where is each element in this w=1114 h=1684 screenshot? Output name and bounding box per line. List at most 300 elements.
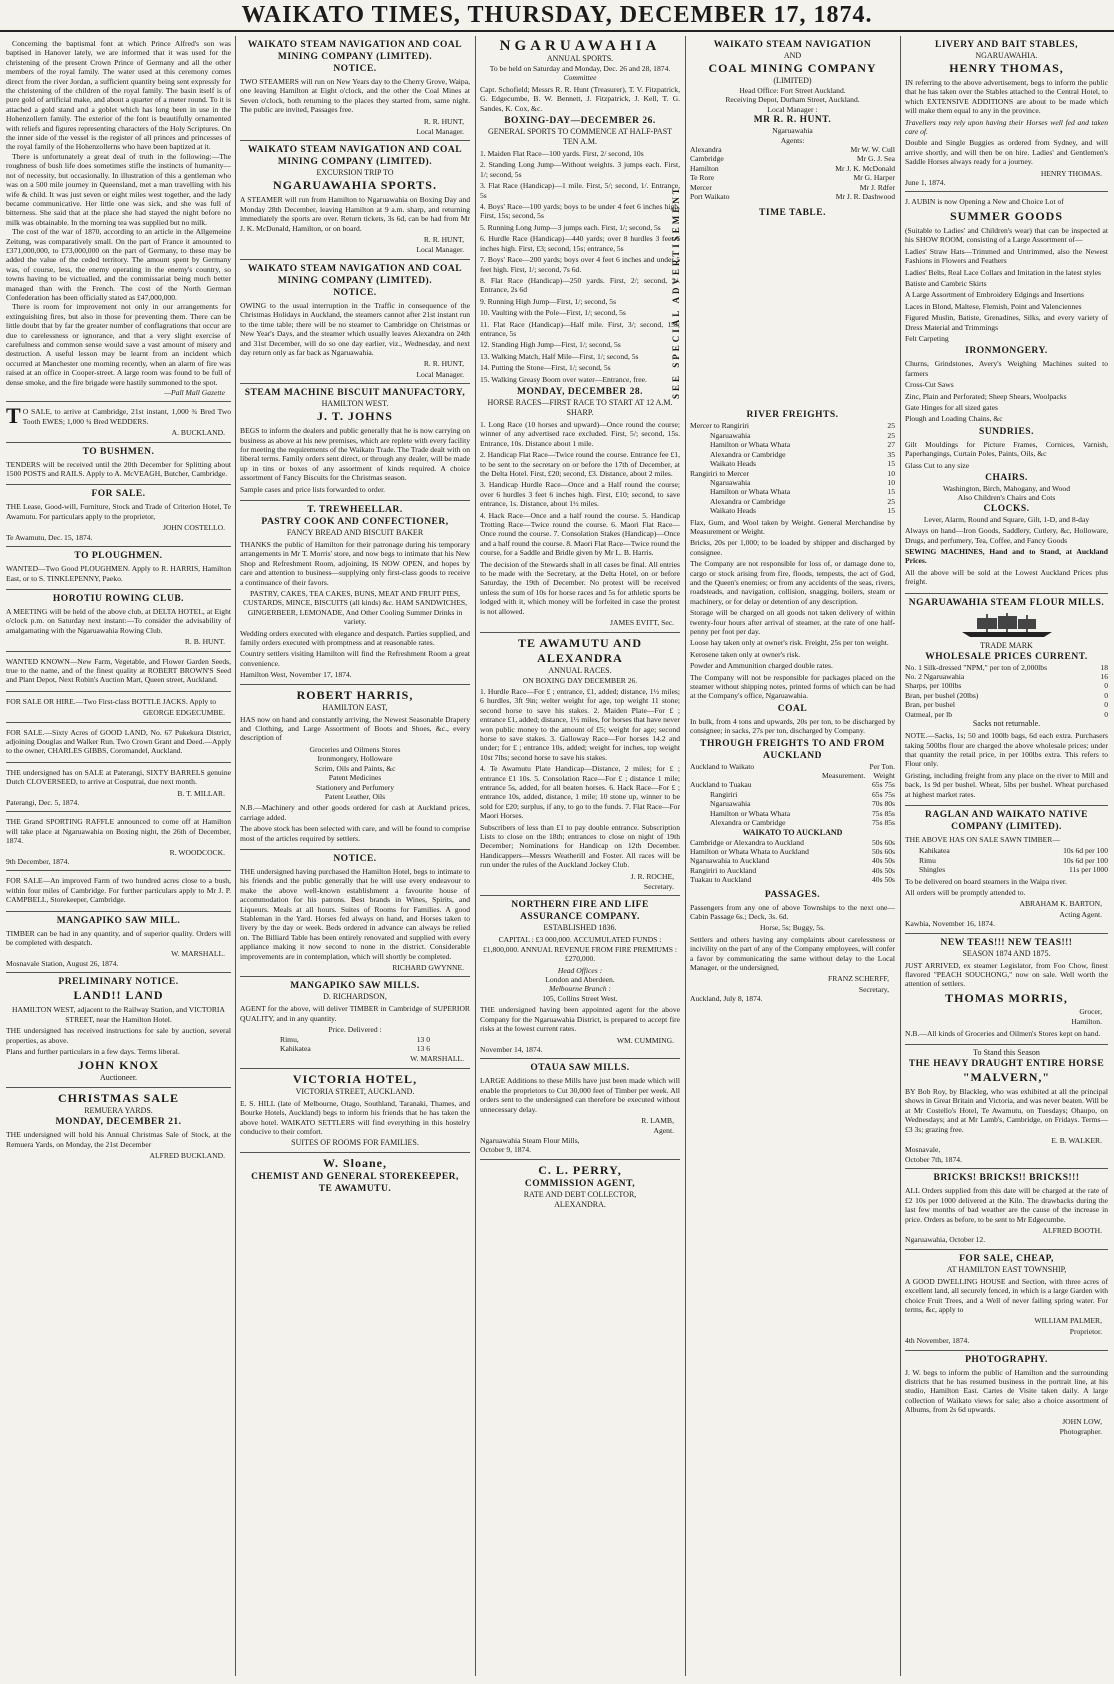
chairs-body: Washington, Birch, Mahogany, and Wood <box>942 484 1070 493</box>
through-label: Auckland to Tuakau <box>690 780 752 790</box>
ad-committee-label: Committee <box>563 73 597 83</box>
harris-item: Groceries and Oilmens Stores <box>309 744 401 754</box>
ad-date: June 1, 1874. <box>905 178 946 188</box>
ad-capital: CAPITAL : £3 000,000. ACCUMULATED FUNDS : £1,800,000. ANNUAL REVENUE FROM FIRE PREMIUMS : £270,000. <box>482 935 677 964</box>
ad-title: PHOTOGRAPHY. <box>965 1354 1048 1365</box>
ad-season: SEASON 1874 AND 1875. <box>962 948 1051 958</box>
ad-body: BEGS to inform the dealers and public generally that he is now carrying on business as above at his new premises, which are replete with every facility for meeting the requirements of the Waikato Trade. The Trade dealt with on liberal terms. Family orders sent direct, or through any dealer, will be made up in tins or boxes of any assortment of kinds required. A choice assortment of Fancy Biscuits for the Christmas season. <box>240 426 470 483</box>
ad-signature: J. R. ROCHE, <box>630 871 674 881</box>
agent-place: Hamilton <box>690 163 719 173</box>
event-item: 11. Flat Race (Handicap)—Half mile. First, 3/; second, 15s; entrance, 5s <box>480 319 680 338</box>
ad-established: ESTABLISHED 1836. <box>543 923 617 933</box>
ad-date: Ngaruawahia, October 12. <box>905 1235 986 1245</box>
freight-label: Alexandra or Cambridge <box>710 449 786 459</box>
iron-item: Churns, Grindstones, Avery's Weighing Machines suited to farmers <box>905 359 1108 378</box>
timber-row <box>905 865 1108 874</box>
through-label: Hamilton or Whata Whata <box>710 808 791 818</box>
event-item: 10. Vaulting with the Pole—First, 1/; second, 5s <box>480 308 626 318</box>
monday-title: MONDAY, DECEMBER 28. <box>517 386 643 397</box>
ad-intro: To Stand this Season <box>973 1048 1040 1058</box>
ad-location: HAMILTON WEST, adjacent to the Railway Station, and VICTORIA STREET, near the Hamilton Hotel. <box>12 1005 225 1024</box>
ad-body: THE undersigned having been appointed agent for the above Company for the Ngaruawahia District, is prepared to accept fire risks at the lowest current rates. <box>480 1005 680 1034</box>
price-item: Rimu, <box>280 1034 299 1044</box>
ad-body: THE Lease, Good-will, Furniture, Stock and Trade of Criterion Hotel, Te Awamutu. For particulars apply to the proprietor, <box>6 502 231 521</box>
ad-title: WAIKATO STEAM NAVIGATION <box>713 40 872 50</box>
wholesale-value: 0 <box>1104 690 1108 700</box>
ad-name: ROBERT HARRIS, <box>296 687 414 702</box>
masthead: WAIKATO TIMES, THURSDAY, DECEMBER 17, 1874. <box>0 0 1114 32</box>
ad-signature: GEORGE EDGECUMBE. <box>143 708 225 718</box>
timber-row <box>905 856 1108 865</box>
ad-body: To be delivered on board steamers in the Waipa river. <box>905 876 1067 886</box>
ad-body: FOR SALE.—Sixty Acres of GOOD LAND, No. 67 Pukekura District, adjoining Douglas and Walker Run. Two Crown Grant and Deed.—Apply to the owner, CHARLES GIBBS, Coromandel, Auckland. <box>6 727 231 756</box>
boxing-day-sub: GENERAL SPORTS TO COMMENCE AT HALF-PAST TEN A.M. <box>487 127 673 147</box>
ad-title: BRICKS! BRICKS!! BRICKS!!! <box>933 1173 1080 1184</box>
ad-title: NOTICE. <box>333 853 377 864</box>
freight-row <box>690 506 895 515</box>
harris-item: Scrim, Oils and Paints, &c <box>314 763 396 773</box>
branch: 105, Collins Street West. <box>542 993 618 1003</box>
through-header <box>690 762 895 771</box>
wholesale-value: 0 <box>1104 709 1108 719</box>
freight-row <box>690 421 895 430</box>
horses-note: Horse, 5s; Buggy, 5s. <box>760 923 825 933</box>
through-row <box>690 818 895 827</box>
through-w: 85s <box>884 808 895 818</box>
price-d: 6 <box>426 1044 430 1054</box>
ad-subtitle: ANNUAL SPORTS. <box>546 54 614 63</box>
agent-name: Mr G. J. Sea <box>856 154 895 164</box>
ad-place: VICTORIA STREET, AUCKLAND. <box>295 1086 415 1096</box>
ad-name: J. T. JOHNS <box>317 409 393 424</box>
timber-price: 10s 6d per 100 <box>1063 855 1108 865</box>
event-item: 14. Putting the Stone—First, 1/; second, 5s <box>480 363 611 373</box>
ad-body: THE Grand SPORTING RAFFLE announced to come off at Hamilton will take place at Ngaruawahia on Boxing night, the 26th of December, 1874. <box>6 817 231 846</box>
ad-body: THE undersigned has received instructions for sale by auction, several properties, as above. <box>6 1026 231 1045</box>
back-label: Hamilton or Whata Whata to Auckland <box>690 846 809 856</box>
ad-trewheellar <box>240 501 470 685</box>
article-baptismal-font: Concerning the baptismal font at which Prince Alfred's son was baptised in Hanover lately, we are informed that it was used for the christening of the present Crown Prince of Germany and all the other members of the royal family. The water used at this ceremony comes direct from the river Jordan, a sufficient quantity being sent expressly for the christening of the children of the royal family. The basin itself is of pure gold of artificial make, and about a quarter of a meter round. To it is attached a gold stand and a goblet which has long been in use in the Hohenzollern family. The exterior of the font is beautifully ornamented with reliefs and figures representing characters of the Holy Scriptures. On the inner side of the vessel is the register of all princes and princesses of the royal family of the Hohenzollerns who have been baptized at it. <box>6 39 231 152</box>
freight-label: Ngaruawahia <box>710 477 751 487</box>
ad-signature: R. R. HUNT, <box>423 116 464 126</box>
timber-row <box>905 846 1108 855</box>
chairs-title: CHAIRS. <box>985 473 1028 483</box>
ad-title: WAIKATO STEAM NAVIGATION AND COAL MINING COMPANY (LIMITED). <box>247 263 463 286</box>
wholesale-row <box>905 681 1108 690</box>
head-office-label: Head Offices : <box>557 965 603 975</box>
ad-role: Photographer. <box>1059 1427 1102 1436</box>
ad-place: HAMILTON EAST, <box>322 702 388 712</box>
through-m: 65s <box>871 789 883 799</box>
ad-title: CHEMIST AND GENERAL STOREKEEPER, <box>251 1172 459 1183</box>
wholesale-row <box>905 672 1108 681</box>
freight-row <box>690 478 895 487</box>
ad-date: October 9, 1874. <box>480 1145 532 1155</box>
sewing-note: All the above will be sold at the Lowest Auckland Prices plus freight. <box>905 567 1108 587</box>
timber-item: Shingles <box>919 865 946 875</box>
ad-ewes-sale <box>6 402 231 442</box>
ad-body: Double and Single Buggies as ordered from Sydney, and will arrive shortly, and will then be on hire. Ladies' and Gentlemen's Saddle Horses always ready for a journey. <box>905 138 1108 167</box>
through-w: 85s <box>884 818 895 828</box>
ad-title: RAGLAN AND WAIKATO NATIVE COMPANY (LIMITED). <box>924 809 1089 832</box>
race-item: 3. Handicap Hurdle Race—Once and a Half round the course; over 6 hurdles 3 feet 6 inches high. First, £10; second, to save entrance, 1s. Distance, about 1½ miles. <box>480 480 680 509</box>
agent-place: Cambridge <box>690 154 724 164</box>
gristing-note: Gristing, including freight from any place on the river to Mill and back, 1s 9d per bushel. Wheat, 5lbs per bushel. Wheat purchased at highest market rates. <box>905 770 1108 799</box>
agent-row <box>690 145 895 154</box>
ad-place: ALEXANDRA. <box>554 1199 606 1209</box>
ad-place: HAMILTON WEST. <box>321 399 389 409</box>
race-rules: Subscribers of less than £1 to pay double entrance. Subscription Lists to close on the 18th; entrances to close on night of 19th December; Nominations for Handicap on 12th December. Handicappers—Messrs Weatherill and Foster. All races will be run under the rules of the Auckland Jockey Club. <box>480 822 680 870</box>
auctioneer-name: JOHN KNOX <box>77 1058 160 1073</box>
ad-body: Plans and further particulars in a few days. Terms liberal. <box>6 1046 180 1056</box>
freight-label: Alexandra or Cambridge <box>710 496 786 506</box>
ad-signature: W. MARSHALL. <box>171 949 225 959</box>
freight-label: Waikato Heads <box>710 459 756 469</box>
ad-place: Hamilton. <box>1071 1017 1102 1027</box>
ad-role: Local Manager. <box>416 369 464 379</box>
ad-place: Mosnavale, <box>905 1145 941 1155</box>
back-label: Tuakau to Auckland <box>690 875 752 885</box>
harris-item: Ironmongery, Holloware <box>317 754 393 764</box>
ad-role: Grocer, <box>1079 1006 1102 1016</box>
freight-value: 10 <box>887 468 895 478</box>
ad-date: ON BOXING DAY DECEMBER 26. <box>522 675 638 685</box>
back-w: 50s <box>884 856 895 866</box>
agent-name: Mr J. Rdfer <box>859 182 895 192</box>
settlers-note: Settlers and others having any complaints about carelessness or incivility on the part of any of the Company employees, will confer a favor by communicating the same without delay to the Local Manager, or the undersigned, <box>690 934 895 972</box>
wholesale-item: Bran, per bushel (20lbs) <box>905 690 979 700</box>
column-4 <box>671 36 895 1676</box>
ad-body: THE undersigned having purchased the Hamilton Hotel, begs to intimate to his friends and the public generally that he will use every endeavour to make the above well-known establishment a favourite house of accommodation for his patrons. Best brands in Wines, Spirits, and Liqueurs. Meals at all hours. Suites of Rooms for Families. A good Stableman in the Yard. Horses fed always on hand, and Horses taken to livery by the day or week. Beds ordered in advance can always be relied on. The Billiard Table has been entirely renovated and supplied with every appliance making it now second to none in the district. Considerable improvements are in contemplation, which will shortly be completed. <box>240 866 470 961</box>
ad-headline: NGARUAWAHIA SPORTS. <box>273 178 437 193</box>
wholesale-item: Bran, per bushel <box>905 700 955 710</box>
ad-body: LARGE Additions to these Mills have just been made which will enable the proprietors to Cut 30,000 feet of Timber per week. All orders sent to the undersigned can therefore be executed without unnecessary delay. <box>480 1076 680 1114</box>
ad-biscuit-factory <box>240 384 470 501</box>
ad-body: A STEAMER will run from Hamilton to Ngaruawahia on Boxing Day and Monday 28th December, leaving Hamilton at 9 a.m. sharp, and returning immediately the sports are over. Return tickets, 3s 6d, can be had from Mr J. K. McDonald, Hamilton, or on board. <box>240 195 470 233</box>
trade-mark-label: TRADE MARK <box>980 640 1033 650</box>
event-item: 8. Flat Race (Handicap)—250 yards. First, 2/; second, 1/. Entrance, 2s 6d <box>480 275 680 295</box>
ad-place: NGARUAWAHIA. <box>975 51 1038 60</box>
ad-signature: R. R. HUNT, <box>423 235 464 245</box>
ad-limited: (LIMITED) <box>773 76 812 85</box>
timber-price: 10s 6d per 100 <box>1063 846 1108 856</box>
ad-goods: PASTRY, CAKES, TEA CAKES, BUNS, MEAT AND FRUIT PIES, CUSTARDS, MINCE, BISCUITS (all kinds) &c. HAM SANDWICHES, GINGERBEER, LEMONADE, And Other Cooling Summer Drinks in variety. <box>242 589 468 627</box>
summer-item: Figured Muslin, Batiste, Grenadines, Silks, and every variety of Dress Material and Trimmings <box>905 313 1108 332</box>
ad-signature: ALFRED BOOTH. <box>1042 1225 1102 1235</box>
price-row <box>240 1044 470 1053</box>
price-s: 13 <box>416 1044 425 1054</box>
ad-photography <box>905 1351 1108 1441</box>
ad-signature: B. T. MILLAR. <box>177 788 225 798</box>
ad-signature: WM. CUMMING. <box>616 1035 674 1045</box>
agent-row <box>690 164 895 173</box>
chairs-note: Also Children's Chairs and Cots <box>957 493 1056 503</box>
ad-for-sale-cheap <box>905 1250 1108 1351</box>
agents-label: Agents: <box>780 135 805 145</box>
ad-role: Secretary. <box>643 882 674 892</box>
freight-value: 10 <box>887 477 895 487</box>
ad-body: All orders will be promptly attended to. <box>905 887 1026 897</box>
ad-malvern-horse <box>905 1045 1108 1169</box>
ad-title: FOR SALE. <box>91 489 146 500</box>
freight-label: Hamilton or Whata Whata <box>710 440 791 450</box>
ad-title: THE HEAVY DRAUGHT ENTIRE HORSE <box>908 1059 1105 1070</box>
agent-name: Mr G. Harper <box>853 173 895 183</box>
timber-price: 11s per 1000 <box>1069 865 1108 875</box>
sundries-title: SUNDRIES. <box>979 426 1034 437</box>
ad-place: TE AWAMUTU. <box>318 1184 392 1195</box>
ad-bushmen <box>6 443 231 486</box>
branch-label: Melbourne Branch : <box>549 984 611 994</box>
ad-body: E. S. HILL (late of Melbourne, Otago, Southland, Taranaki, Thames, and Bourke Hotels, Auckland) begs to inform his friends that he has taken the above hotel. WAIKATO SETTLERS will find everything in this hostelry conducive to their comfort. <box>240 1098 470 1137</box>
through-label: Ngaruawahia <box>710 799 751 809</box>
ad-body: THE undersigned has on SALE at Paterangi, SIXTY BARRELS genuine Dutch CLOVERSEED, to arrive at Cosputrai, due next month. <box>6 767 231 787</box>
news-articles <box>6 36 231 402</box>
ad-date: Paterangi, Dec. 5, 1874. <box>6 798 80 807</box>
ad-name: THOMAS MORRIS, <box>945 990 1068 1005</box>
wholesale-row <box>905 663 1108 672</box>
event-item: 3. Flat Race (Handicap)—1 mile. First, 5/; second, 1/. Entrance, 5s <box>480 181 680 200</box>
through-header-cell: Measurement. <box>822 771 866 781</box>
wholesale-value: 0 <box>1104 681 1108 691</box>
wholesale-item: No. 1 Silk-dressed "NPM," per ton of 2,000lbs <box>905 662 1048 672</box>
ad-cl-perry <box>480 1160 680 1214</box>
ad-signature: R. B. HUNT. <box>184 637 225 647</box>
sacks-note: Sacks not returnable. <box>972 719 1041 729</box>
race-item: 4. Hack Race—Once and a half round the course. 5. Handicap Trotting Race—Twice round the course. 6. Maori Flat Race—Once round the course. 7. Consolation Stakes (Handicap)—Once and a half round the course. 8. Maori Flat Race—Twice round the course, for a Saddle and Bridle given by Mr L. B. Harris. <box>480 510 681 558</box>
ad-improved-farm <box>6 871 231 911</box>
ad-signature: E. B. WALKER. <box>1051 1136 1102 1146</box>
wholesale-value: 0 <box>1104 700 1108 710</box>
freight-value: 15 <box>887 459 895 469</box>
ad-signature: R. LAMB, <box>641 1115 674 1125</box>
harris-item: Patent Leather, Oils <box>324 791 386 801</box>
event-item: 1. Maiden Flat Race—100 yards. First, 2/ second, 10s <box>480 149 644 159</box>
ad-body: To be held on Saturday and Monday, Dec. 26 and 28, 1874. <box>489 64 671 73</box>
freight-row <box>690 450 895 459</box>
ad-role: Acting Agent. <box>1059 909 1102 919</box>
event-item: 5. Running Long Jump—3 jumps each. First, 1/; second, 5s <box>480 222 661 232</box>
kerosene-note: Kerosene taken only at owner's risk. <box>690 649 801 659</box>
agent-row <box>690 192 895 201</box>
iron-item: Zinc, Plain and Perforated; Sheep Shears, Woolpacks <box>905 391 1067 401</box>
wholesale-row <box>905 710 1108 719</box>
ad-title: WAIKATO STEAM NAVIGATION AND COAL MINING COMPANY (LIMITED). <box>247 40 463 62</box>
ad-body: J. W. begs to inform the public of Hamilton and the surrounding districts that he has resumed business in the portrait line, at his studio, Hamilton East. Cartes de Visite taken daily. A large collection of Waikato views for sale; also a choice assortment of Albums, from 2s 6d upwards. <box>905 1367 1108 1415</box>
through-label: Alexandra or Cambridge <box>710 818 786 828</box>
powder-note: Powder and Ammunition charged double rates. <box>690 661 833 671</box>
wholesale-title: WHOLESALE PRICES CURRENT. <box>925 651 1088 662</box>
price-title: Price. Delivered : <box>328 1025 382 1035</box>
agent-row <box>690 154 895 163</box>
ad-title: WAIKATO STEAM NAVIGATION AND COAL MINING COMPANY (LIMITED). <box>247 145 463 168</box>
ad-title: TE AWAMUTU AND ALEXANDRA <box>517 635 642 665</box>
agent-row <box>690 173 895 182</box>
freight-value: 25 <box>887 430 895 440</box>
agent-place: Te Rore <box>690 173 715 183</box>
agent-name: Mr J. K. McDonald <box>835 163 895 173</box>
ad-place: Ngaruawahia Steam Flour Mills, <box>480 1135 580 1145</box>
ad-title: MANGAPIKO SAW MILL. <box>56 915 181 926</box>
freight-row <box>690 497 895 506</box>
wholesale-row <box>905 691 1108 700</box>
ad-date: 4th November, 1874. <box>905 1336 970 1346</box>
ad-body: FOR SALE OR HIRE.—Two First-class BOTTLE JACKS. Apply to <box>6 696 216 706</box>
agent-place: Alexandra <box>690 145 722 155</box>
storage-note: Storage will be charged on all goods not taken delivery of within twenty-four hours after arrival of steamer, at the rate of one half-penny per foot per day. <box>690 608 895 636</box>
ad-sporting-raffle <box>6 812 231 871</box>
freight-value: 15 <box>887 506 895 516</box>
summer-item: Ladies' Belts, Real Lace Collars and Imitation in the latest styles <box>905 267 1102 277</box>
ad-ploughmen <box>6 547 231 590</box>
sundries-item: Glass Cut to any size <box>905 460 970 470</box>
back-m: 50s <box>871 837 883 847</box>
ad-subtitle: AT HAMILTON EAST TOWNSHIP, <box>946 1264 1067 1274</box>
column-1 <box>6 36 231 1676</box>
column-rule <box>685 36 686 1676</box>
ad-role: Agent. <box>653 1126 674 1136</box>
river-freights-title: RIVER FREIGHTS. <box>746 410 839 421</box>
ad-name: W. Sloane, <box>323 1156 387 1171</box>
ad-signature: R. WOODCOCK. <box>169 847 225 857</box>
coal-body: In bulk, from 4 tons and upwards, 20s per ton, to be discharged by consignee; in sacks, 27s per ton, discharged by Company. <box>690 716 895 736</box>
back-m: 40s <box>871 875 883 885</box>
ad-northern-fire-life <box>480 896 680 1059</box>
freight-row <box>690 459 895 468</box>
always-on-hand: Always on hand—Iron Goods, Saddlery, Cutlery, &c, Holloware, Drugs, and perfumery, Tea, Coffee, and Fancy Goods <box>905 526 1108 545</box>
summer-item: Batiste and Cambric Skirts <box>905 278 987 288</box>
freight-value: 15 <box>887 487 895 497</box>
manager-label: Local Manager : <box>767 104 818 114</box>
ad-subtitle: EXCURSION TRIP TO <box>316 168 394 178</box>
ad-name: HENRY THOMAS, <box>949 61 1064 75</box>
event-item: 7. Boys' Race—200 yards; boys over 4 feet 6 inches and under 5 feet high. First, 1/; second, 7s 6d. <box>480 255 680 274</box>
ad-signature: JAMES EVITT, Sec. <box>610 618 674 628</box>
ad-body: TENDERS will be received until the 20th December for Splitting about 1500 POSTS and RAILS. Apply to A. McVEAGH, Butcher, Cambridge. <box>6 459 231 479</box>
freight-row <box>690 487 895 496</box>
ad-and: AND <box>783 51 802 60</box>
race-item: 1. Long Race (10 horses and upward)—Once round the course; winner of any advertised race excluded. First, 5/; second, 15s. Entrance, 10s. Distance about 1 mile. <box>480 419 680 448</box>
wholesale-value: 18 <box>1100 662 1108 672</box>
wholesale-item: Oatmeal, per lb <box>905 709 953 719</box>
head-office: London and Aberdeen. <box>545 975 615 985</box>
ad-otaua-saw-mills <box>480 1059 680 1159</box>
ad-hamilton-hotel <box>240 850 470 977</box>
ad-title: MANGAPIKO SAW MILLS. <box>290 981 420 992</box>
ad-note: SUITES OF ROOMS FOR FAMILIES. <box>291 1138 419 1148</box>
ad-body: THE undersigned will hold his Annual Christmas Sale of Stock, at the Remuera Yards, on Monday, the 21st December <box>6 1130 231 1149</box>
freight-value: 35 <box>887 449 895 459</box>
price-s: 13 <box>416 1034 425 1044</box>
freight-row <box>690 431 895 440</box>
back-m: 50s <box>871 846 883 856</box>
summer-item: Laces in Blond, Maltese, Flemish, Point and Valenciennes <box>905 301 1082 311</box>
ad-cloverseed <box>6 763 231 813</box>
through-row <box>690 809 895 818</box>
agent-place: Mercer <box>690 182 712 192</box>
ad-body: JUST ARRIVED, ex steamer Legislator, from Foo Chow, finest flavored "PEACH SOUCHONG," now on sale. Well worth the attention of settlers. <box>905 960 1108 989</box>
ad-christmas-sale <box>6 1088 231 1164</box>
ad-robert-harris <box>240 685 470 850</box>
ad-title: TO PLOUGHMEN. <box>74 551 163 562</box>
back-m: 40s <box>871 865 883 875</box>
timetable-title: TIME TABLE. <box>759 208 826 219</box>
ad-title: PASTRY COOK AND CONFECTIONER, <box>261 516 449 527</box>
ad-title: NORTHERN FIRE AND LIFE ASSURANCE COMPANY. <box>511 900 649 923</box>
ad-title: STEAM MACHINE BISCUIT MANUFACTORY, <box>244 388 466 399</box>
ad-name: T. TREWHEELLAR. <box>307 504 403 515</box>
ad-title: NGARUAWAHIA <box>499 38 661 54</box>
ad-date: Te Awamutu, Dec. 15, 1874. <box>6 532 93 542</box>
ad-wsn-holidays <box>240 260 470 384</box>
ad-title: COMMISSION AGENT, <box>524 1178 636 1189</box>
clocks-body: Lever, Alarm, Round and Square, Gilt, 1-D, and 8-day <box>923 514 1090 524</box>
through-m: 70s <box>871 799 883 809</box>
agent-name: Mr J. R. Dashwood <box>835 192 895 202</box>
ad-role: Secretary, <box>858 984 889 994</box>
race-rules: The decision of the Stewards shall in all cases be final. All entries to be made with the Secretary, at the Delta Hotel, on or before Saturday, the 19th of December. No protest will be received unless the sum of 10s for horse races and 5s for athletic sports be lodged with it, which money will be forfeited in case the protest is not allowed. <box>480 559 680 616</box>
ad-title: FOR SALE, CHEAP, <box>959 1253 1054 1264</box>
summer-item: Ladies' Straw Hats—Trimmed and Untrimmed, also the Newest Fashions in Flowers and Feathers <box>905 246 1108 266</box>
back-w: 50s <box>884 875 895 885</box>
ad-horse-name: "MALVERN," <box>962 1070 1051 1085</box>
freight-label: Rangiriri to Mercer <box>690 468 750 478</box>
ad-title: NGARUAWAHIA STEAM FLOUR MILLS. <box>908 597 1105 608</box>
ad-flour-mills <box>905 594 1108 806</box>
event-item: 15. Walking Greasy Boom over water—Entrance, free. <box>480 374 647 384</box>
ad-headline: LAND!! LAND <box>73 988 164 1003</box>
ad-w-sloane <box>240 1153 470 1199</box>
wholesale-item: No. 2 Ngaruawahia <box>905 672 965 682</box>
ship-emblem-icon <box>952 612 1062 638</box>
ad-committee: Capt. Schofield; Messrs R. R. Hunt (Treasurer), T. V. Fitzpatrick, G. Edgecumbe, B. W. Bennett, J. Fitzpatrick, J. Kell, T. G. Sandes, K. Cox, &c. <box>480 84 680 113</box>
through-row <box>690 780 895 789</box>
ad-ngaruawahia-sports <box>480 36 680 633</box>
race-item: 4. Te Awamutu Plate Handicap—Distance, 2 miles; for £ ; entrance £1 10s. 5. Consolation Race—For £ ; distance 1 mile; entrance 5s, added, for all beaten horses. 6. Hack Race—For £ ; entrance 10s, added, distance, 1 mile; 10 stone up, winner to be sold for £20; surplus, if any, to go to the funds. 7. Flat Race—For Maori Horses. <box>480 764 680 821</box>
price-d: 0 <box>426 1034 430 1044</box>
back-w: 60s <box>884 846 895 856</box>
ad-signature: WILLIAM PALMER, <box>1034 1316 1102 1326</box>
event-item: 13. Walking Match, Half Mile—First, 1/; second, 5s <box>480 351 639 361</box>
ad-date: 9th December, 1874. <box>6 857 70 867</box>
race-item: 2. Handicap Flat Race—Twice round the course. Entrance fee £1, to be sent to the secretary on or before the 17th of December, at the Delta Hotel. First, £20; second, £3. Distance, about 2 miles. <box>480 450 680 478</box>
ad-body: Country settlers visiting Hamilton will find the Refreshment Room a great convenience. <box>240 649 470 668</box>
ad-signature: RICHARD GWYNNE. <box>392 963 464 972</box>
back-row <box>690 847 895 856</box>
ad-date: Hamilton West, November 17, 1874. <box>240 670 352 680</box>
ad-intro: J. AUBIN is now Opening a New and Choice Lot of <box>905 197 1064 207</box>
ad-body: TIMBER can be had in any quantity, and of superior quality. Orders will be completed with despatch. <box>6 928 231 948</box>
article-war-cost: The cost of the war of 1870, according to an article in the Allgemeine Zeitung, was comparatively small. On the part of France it amounted to £371,000,000, to £73,000,000 on the part of Germany, to these may be added the value of the ceded territory. The amount spent by Germany was, of course, less, the enemy operating in the enemy's country, so towns having to be victualled, and the commissariat being much better managed than with the French. The cost of the North German Confederation has been officially stated as £47,000,000. <box>6 227 231 302</box>
event-item: 6. Hurdle Race (Handicap)—440 yards; over 8 hurdles 3 feet 6 inches high. First, £3; second, 15s; entrance, 5s <box>480 234 680 253</box>
ad-title: LIVERY AND BAIT STABLES, <box>935 40 1078 50</box>
column-2 <box>240 36 470 1676</box>
ad-date: Auckland, July 8, 1874. <box>690 994 763 1004</box>
ad-title: NEW TEAS!!! NEW TEAS!!! <box>940 937 1073 948</box>
ad-wsn-timetable <box>671 36 895 1008</box>
passages-body: Passengers from any one of above Townships to the next one—Cabin Passage 6s.; Deck, 3s. 6d. <box>690 902 895 921</box>
ad-body: Wedding orders executed with elegance and despatch. Parties supplied, and family orders executed with promptness and at reasonable rates. <box>240 628 470 648</box>
freight-label: Mercer to Rangiriri <box>690 421 750 431</box>
through-m: 65s <box>871 780 883 790</box>
freight-value: 25 <box>887 496 895 506</box>
wholesale-note: NOTE.—Sacks, 1s; 50 and 100lb bags, 6d each extra. Purchasers taking 500lbs flour are charged the above wholesale prices; under that quantity the retail price, in per 100lbs extra. This refers to Flour only. <box>905 731 1108 769</box>
ad-preliminary-notice <box>6 973 231 1088</box>
ad-title: VICTORIA HOTEL, <box>292 1071 418 1086</box>
back-row <box>690 875 895 884</box>
ad-name: C. L. PERRY, <box>538 1162 622 1177</box>
ad-body: THE ABOVE HAS ON SALE SAWN TIMBER— <box>905 834 1060 844</box>
